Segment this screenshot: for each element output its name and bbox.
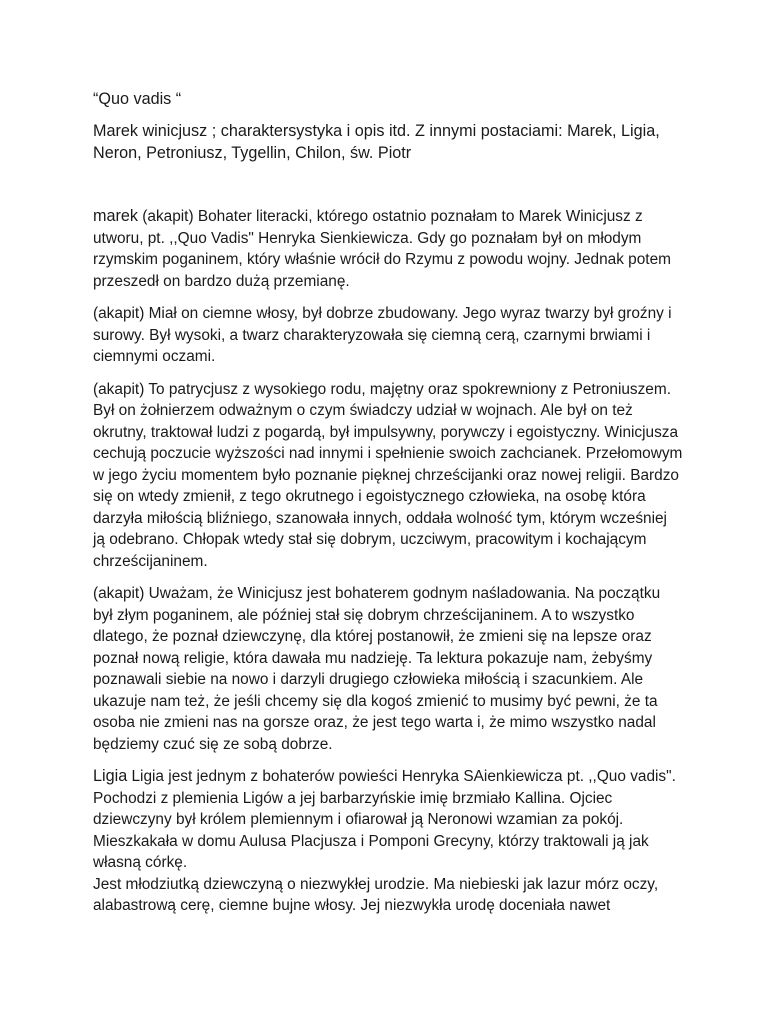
paragraph-text: (akapit) Uważam, że Winicjusz jest bohaterem godnym naśladowania. Na początku był złym poganinem, ale później stał się dobrym chrześcijaninem. A to wszystko dlatego, że poznał dziewczynę, dla której postanowił, że zmieni się na lepsze oraz poznał nową religie, która dawała mu nadzieję. Ta lektura pokazuje nam, żebyśmy poznawali siebie na nowo i darzyli drugiego człowieka miłością i szacunkiem. Ale ukazuje nam też, że jeśli chcemy się dla kogoś zmienić to musimy być pewni, że ta osoba nie zmieni nas na gorsze oraz, że jest tego warta i, że mimo wszystko nadal będziemy czuć się ze sobą dobrze. — [93, 585, 661, 753]
paragraph-ligia-intro — [93, 766, 683, 874]
paragraph-marek-opinion — [93, 583, 683, 755]
document-content — [93, 88, 683, 917]
paragraph-marek-character — [93, 379, 683, 573]
paragraph-text: (akapit) Miał on ciemne włosy, był dobrze zbudowany. Jego wyraz twarzy był groźny i surowy. Był wysoki, a twarz charakteryzowała się ciemną cerą, czarnymi brwiami i ciemnymi oczami. — [93, 305, 672, 365]
document-title: “Quo vadis “ — [93, 90, 182, 108]
paragraph-text: Ligia jest jednym z bohaterów powieści Henryka SAienkiewicza pt. ,,Quo vadis". Pochodzi z plemienia Ligów a jej barbarzyńskie imię brzmiało Kallina. Ojciec dziewczyny był królem plemiennym i ofiarował ją Neronowi wzamian za pokój. Mieszkakała w domu Aulusa Placjusza i Pomponi Grecyny, którzy traktowali ją jak własną córkę. — [93, 768, 676, 871]
paragraph-text: (akapit) To patrycjusz z wysokiego rodu, majętny oraz spokrewniony z Petroniuszem. Był on żołnierzem odważnym o czym świadczy udział w wojnach. Ale był on też okrutny, traktował ludzi z pogardą, był impulsywny, porywczy i egoistyczny. Winicjusza cechują poczucie wyższości nad innymi i spełnienie swoich zachcianek. Przełomowym w jego życiu momentem było poznanie pięknej chrześcijanki oraz nowej religii. Bardzo się on wtedy zmienił, z tego okrutnego i egoistycznego człowieka, na osobę która darzyła miłością bliźniego, szanowała innych, oddała wolność tym, którym wcześniej ją odebrano. Chłopak wtedy stał się dobrym, uczciwym, pracowitym i kochającym chrześcijaninem. — [93, 380, 683, 570]
document-body — [93, 206, 683, 917]
paragraph-marek-intro — [93, 206, 683, 292]
document-subtitle: Marek winicjusz ; charaktersystyka i opis itd. Z innymi postaciami: Marek, Ligia, Neron, Petroniusz, Tygellin, Chilon, św. Piotr — [93, 122, 660, 162]
paragraph-marek-appearance — [93, 303, 683, 368]
paragraph-text: (akapit) Bohater literacki, którego ostatnio poznałam to Marek Winicjusz z utworu, pt. ,,Quo Vadis" Henryka Sienkiewicza. Gdy go poznałam był on młodym rzymskim poganinem, który właśnie wrócił do Rzymu z powodu wojny. Jednak potem przeszedł on bardzo dużą przemianę. — [93, 208, 671, 290]
paragraph-ligia-appearance — [93, 874, 683, 917]
paragraph-text: Jest młodziutką dziewczyną o niezwykłej urodzie. Ma niebieski jak lazur mórz oczy, alabastrową cerę, ciemne bujne włosy. Jej niezwykła urodę doceniała nawet — [93, 875, 659, 914]
section-lead-marek: marek — [93, 207, 138, 225]
section-lead-ligia: Ligia — [93, 767, 128, 785]
